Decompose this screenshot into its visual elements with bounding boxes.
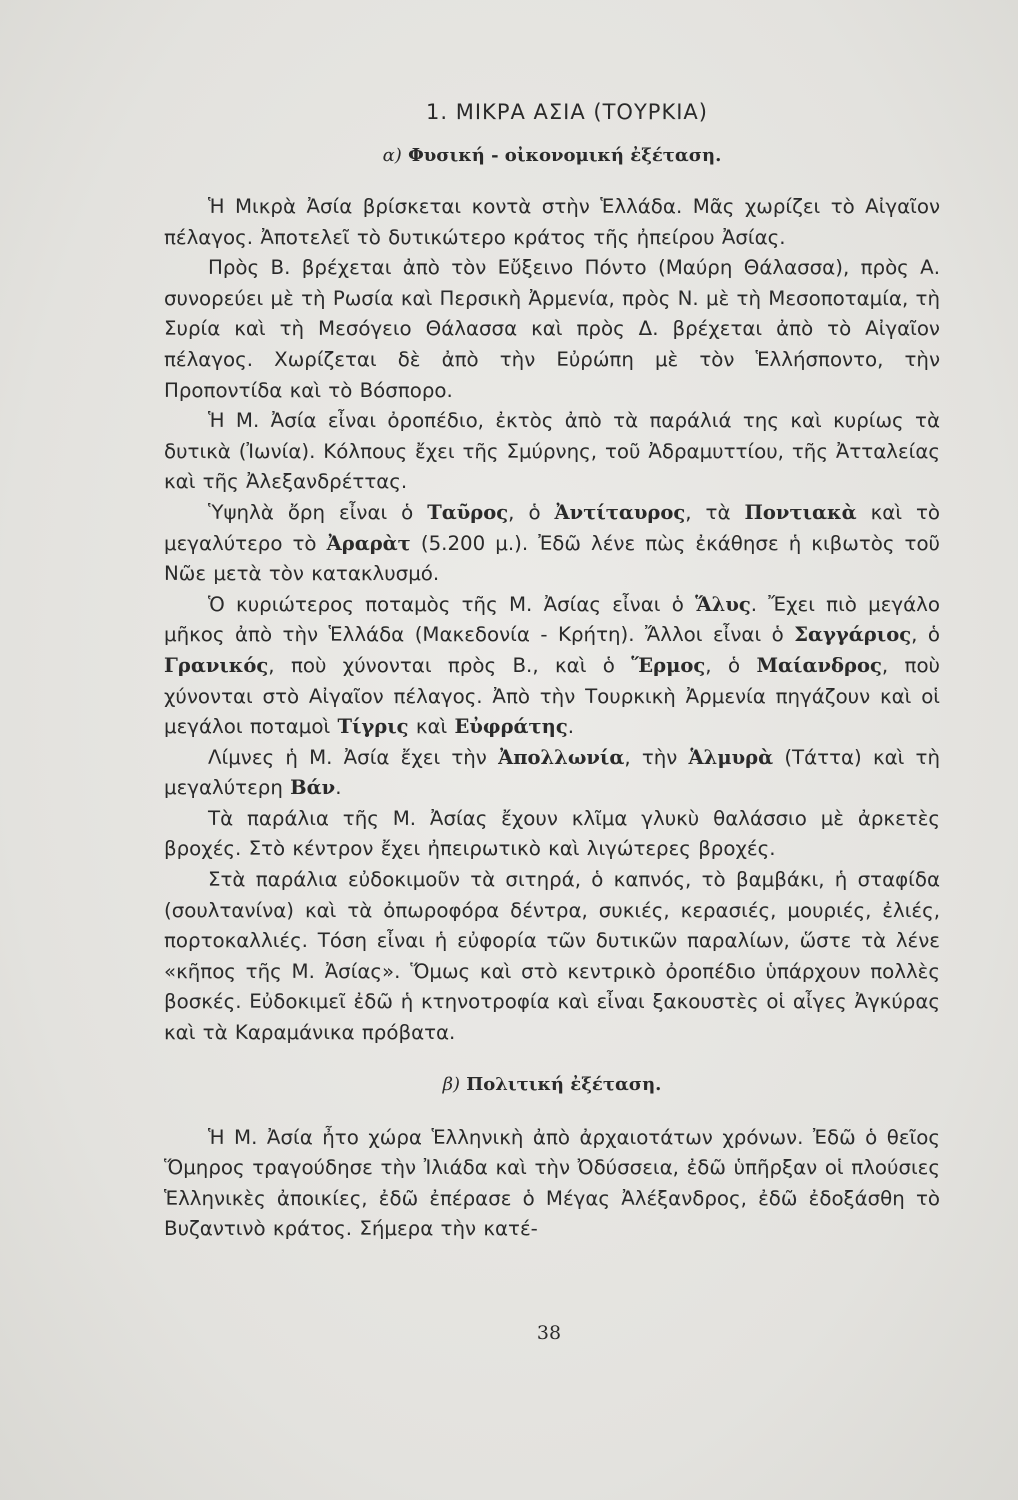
term-hermos: Ἕρμος: [631, 653, 706, 677]
text-run: , ὁ: [911, 623, 940, 647]
text-run: Λίμνες ἡ Μ. Ἀσία ἔχει τὴν: [208, 745, 499, 769]
text-run: , ὁ: [705, 653, 757, 677]
text-run: (5.200 μ.). Ἐδῶ λένε πὼς ἐκάθησε ἡ κιβωτὸς τοῦ Νῶε μετὰ τὸν κατακλυσμό.: [164, 531, 940, 586]
term-van: Βάν: [290, 776, 336, 800]
paragraph-borders: Πρὸς Β. βρέχεται ἀπὸ τὸν Εὔξεινο Πόντο (Μαύρη Θάλασσα), πρὸς Α. συνορεύει μὲ τὴ Ρωσία καὶ Περσικὴ Ἀρμενία, πρὸς Ν. μὲ τὴ Μεσοποταμία, τὴ Συρία καὶ τὴ Μεσόγειο Θάλασσα καὶ πρὸς Δ. βρέχεται ἀπὸ τὸ Αἰγαῖον πέλαγος. Χωρίζεται δὲ ἀπὸ τὴν Εὐρώπη μὲ τὸν Ἑλλήσποντο, τὴν Προποντίδα καὶ τὸ Βόσπορο.: [164, 256, 940, 402]
term-halys: Ἅλυς: [695, 592, 751, 616]
chapter-title: 1. ΜΙΚΡΑ ΑΣΙΑ (ΤΟΥΡΚΙΑ): [426, 100, 708, 124]
section-a-title: Φυσική - οἰκονομική ἐξέταση.: [408, 145, 722, 166]
text-run: , τὴν: [624, 745, 689, 769]
term-granikos: Γρανικός: [164, 653, 269, 677]
text-run: Ὁ κυριώτερος ποταμὸς τῆς Μ. Ἀσίας εἶναι ὁ: [208, 592, 696, 616]
text-run: , ποὺ χύνονται στὸ Αἰγαῖον πέλαγος. Ἀπὸ τὴν Τουρκικὴ Ἀρμενία πηγάζουν καὶ οἱ μεγάλοι ποταμοὶ: [164, 653, 940, 739]
term-tigris: Τίγρις: [337, 715, 409, 739]
term-pontic: Ποντιακὰ: [744, 500, 857, 524]
text-run: Ὑψηλὰ ὄρη εἶναι ὁ: [208, 500, 428, 524]
section-a-heading: [164, 142, 940, 170]
paragraph-terrain: Ἡ Μ. Ἀσία εἶναι ὀροπέδιο, ἐκτὸς ἀπὸ τὰ παράλιά της καὶ κυρίως τὰ δυτικὰ (Ἰωνία). Κόλπους ἔχει τῆς Σμύρνης, τοῦ Ἀδραμυττίου, τῆς Ἀτταλείας καὶ τῆς Ἀλεξανδρέττας.: [164, 409, 940, 494]
text-run: (Τάττα) καὶ τὴ μεγαλύτερη: [164, 745, 940, 800]
paragraph-lakes: [164, 743, 940, 804]
paragraph-climate: Τὰ παράλια τῆς Μ. Ἀσίας ἔχουν κλῖμα γλυκὺ θαλάσσιο μὲ ἀρκετὲς βροχές. Στὸ κέντρον ἔχει ἠπειρωτικὸ καὶ λιγώτερες βροχές.: [164, 806, 940, 861]
text-run: , ποὺ χύνονται πρὸς Β., καὶ ὁ: [268, 653, 632, 677]
text-run: , τὰ: [685, 500, 745, 524]
section-a-lead: α): [382, 145, 402, 166]
paragraph-agriculture: Στὰ παράλια εὐδοκιμοῦν τὰ σιτηρά, ὁ καπνός, τὸ βαμβάκι, ἡ σταφίδα (σουλτανίνα) καὶ τὰ ὀπωροφόρα δέντρα, συκιές, κερασιές, μουριές, ἐλιές, πορτοκαλλιές. Τόση εἶναι ἡ εὐφορία τῶν δυτικῶν παραλίων, ὥστε τὰ λένε «κῆπος τῆς Μ. Ἀσίας». Ὅμως καὶ στὸ κεντρικὸ ὀροπέδιο ὑπάρχουν πολλὲς βοσκές. Εὐδοκιμεῖ ἐδῶ ἡ κτηνοτροφία καὶ εἶναι ξακουστὲς οἱ αἶγες Ἀγκύρας καὶ τὰ Καραμάνικα πρόβατα.: [164, 868, 940, 1045]
text-run: . Ἔχει πιὸ μεγάλο μῆκος ἀπὸ τὴν Ἑλλάδα (Μακεδονία - Κρήτη). Ἄλλοι εἶναι ὁ: [164, 592, 940, 647]
text-run: , ὁ: [508, 500, 555, 524]
term-taurus: Ταῦρος: [427, 500, 509, 524]
term-apollonia: Ἀπολλωνία: [498, 745, 625, 769]
term-maiandros: Μαίανδρος: [756, 653, 882, 677]
section-b-lead: β): [442, 1073, 460, 1095]
term-almyra: Ἁλμυρὰ: [688, 745, 774, 769]
term-euphrates: Εὐφράτης: [454, 715, 568, 739]
text-run: καὶ τὸ μεγαλύτερο τὸ: [164, 500, 941, 555]
text-run: .: [335, 776, 342, 800]
paragraph-history: Ἡ Μ. Ἀσία ἦτο χώρα Ἑλληνικὴ ἀπὸ ἀρχαιοτάτων χρόνων. Ἐδῶ ὁ θεῖος Ὅμηρος τραγούδησε τὴν Ἰλιάδα καὶ τὴν Ὀδύσσεια, ἐδῶ ὑπῆρξαν οἱ πλούσιες Ἑλληνικὲς ἀποικίες, ἐδῶ ἐπέρασε ὁ Μέγας Ἀλέξανδρος, ἐδῶ ἐδοξάσθη τὸ Βυζαντινὸ κράτος. Σήμερα τὴν κατέ-: [164, 1125, 940, 1241]
term-ararat: Ἀραρὰτ: [326, 531, 411, 555]
text-run: καὶ: [408, 715, 455, 739]
paragraph-rivers: [164, 590, 940, 743]
page-number: 38: [536, 1322, 562, 1344]
paragraph-mountains: [164, 498, 940, 590]
paragraph-location: Ἡ Μικρὰ Ἀσία βρίσκεται κοντὰ στὴν Ἑλλάδα. Μᾶς χωρίζει τὸ Αἰγαῖον πέλαγος. Ἀποτελεῖ τὸ δυτικώτερο κράτος τῆς ἠπείρου Ἀσίας.: [164, 195, 940, 249]
section-b-heading: [164, 1071, 940, 1099]
term-antitaurus: Ἀντίταυρος: [554, 500, 686, 524]
section-b-title: Πολιτική ἐξέταση.: [466, 1073, 662, 1095]
text-run: .: [567, 715, 575, 739]
page-content: [164, 96, 940, 1245]
term-sangarios: Σαγγάριος: [794, 623, 912, 647]
